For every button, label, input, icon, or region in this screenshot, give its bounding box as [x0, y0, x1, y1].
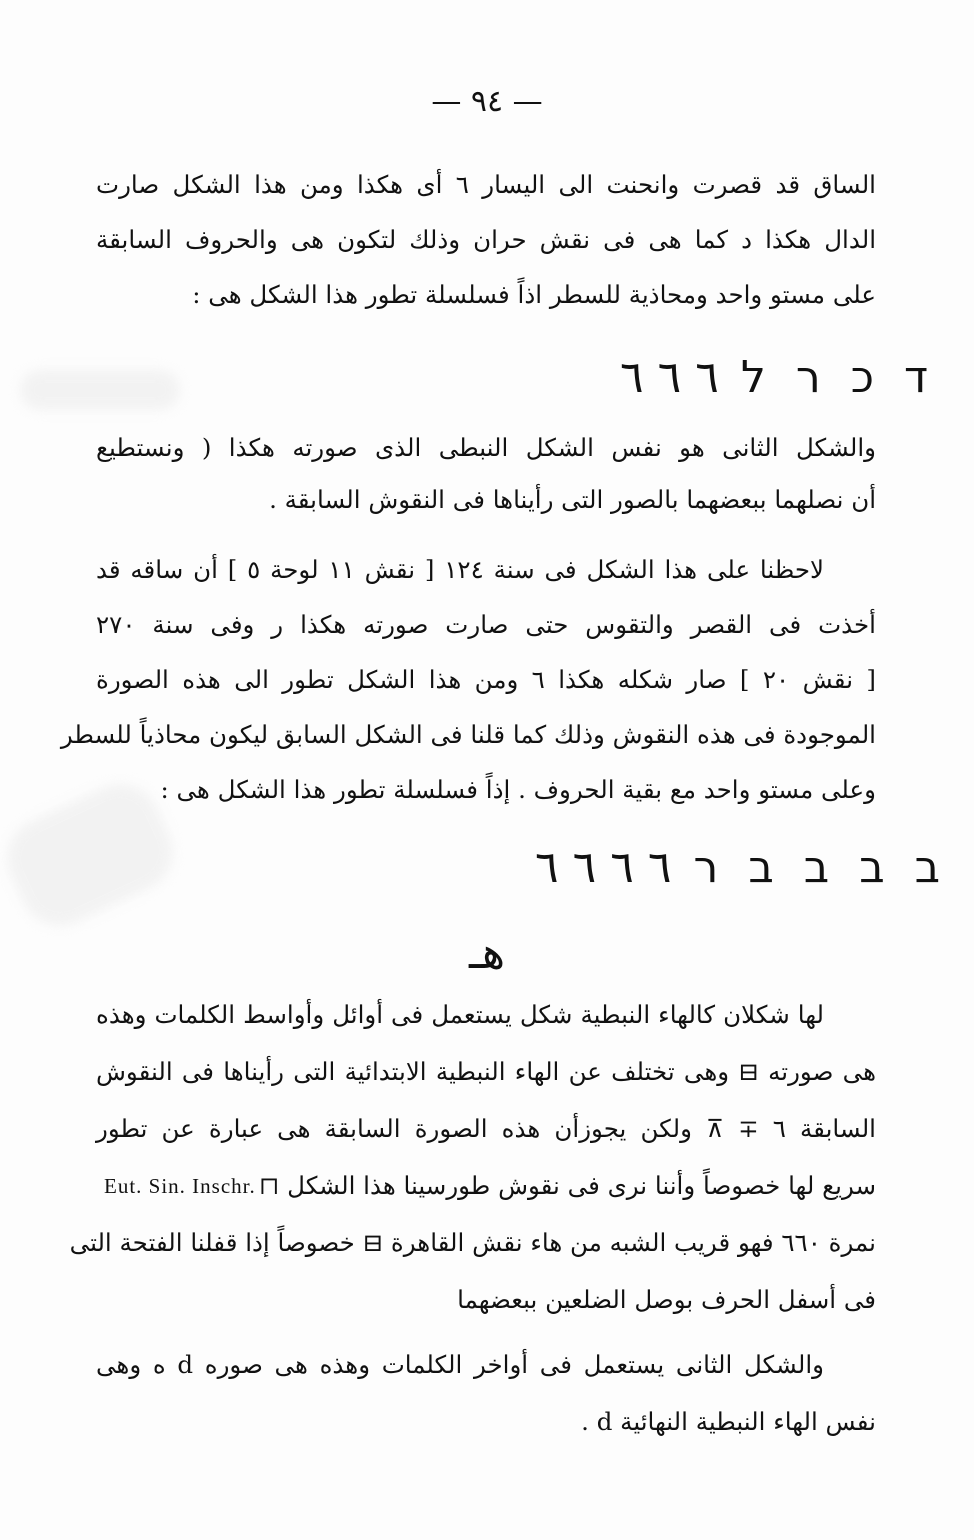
paragraph1-line-3: على مستو واحد ومحاذية للسطر اذاً فسلسلة تطور هذا الشكل هى : — [192, 280, 876, 309]
paragraph4-line-2: هى صورته ⊟ وهى تختلف عن الهاء النبطية الابتدائية التى رأيناها فى النقوش — [96, 1057, 876, 1086]
paragraph3-line-5: وعلى مستو واحد مع بقية الحروف . إذاً فسلسلة تطور هذا الشكل هى : — [160, 775, 876, 804]
glyph-series-1: ד כ ר ל ٦ ٦ ٦ — [620, 352, 936, 403]
paragraph3-line-4: الموجودة فى هذه النقوش وذلك كما قلنا فى الشكل السابق ليكون محاذياً للسطر — [60, 720, 876, 749]
paragraph4-line-3: السابقة ٦ ∓ ⊼ ولكن يجوزأن هذه الصورة السابقة هى عبارة عن تطور — [96, 1114, 876, 1143]
paragraph3-line-2: أخذت فى القصر والتقوس حتى صارت صورته هكذا ر وفى سنة ٢٧٠ — [96, 610, 876, 639]
paragraph4-line-4: سريع لها خصوصاً وأننا نرى فى نقوش طورسينا هذا الشكل ⊓ — [258, 1171, 876, 1200]
paragraph5-line-2: نفس الهاء النبطية النهائية d . — [581, 1407, 876, 1436]
page-number: — ٩٤ — — [431, 84, 543, 119]
scan-smudge — [20, 370, 180, 410]
section-letter: هـ — [468, 928, 506, 979]
paragraph1-line-2: الدال هكذا د كما هى فى نقش حران وذلك لتكون هى والحروف السابقة — [96, 225, 876, 254]
glyph-series-2: ב ב ב ב ר ٦ ٦ ٦ ٦ — [535, 842, 949, 893]
paragraph2-line-1: والشكل الثانى هو نفس الشكل النبطى الذى صورته هكذا ( ونستطيع — [96, 433, 876, 462]
paragraph2-line-2: أن نصلهما ببعضهما بالصور التى رأيناها فى النقوش السابقة . — [269, 485, 876, 514]
paragraph4-line-1: لها شكلان كالهاء النبطية شكل يستعمل فى أوائل وأواسط الكلمات وهذه — [96, 1000, 824, 1029]
paragraph5-line-1: والشكل الثانى يستعمل فى أواخر الكلمات وهذه هى صوره d ه وهى — [96, 1350, 824, 1379]
paragraph1-line-1: الساق قد قصرت وانحنت الى اليسار ٦ أى هكذا ومن هذا الشكل صارت — [96, 170, 876, 199]
paragraph3-line-1: لاحظنا على هذا الشكل فى سنة ١٢٤ [ نقش ١١ لوحة ٥ ] أن ساقه قد — [96, 555, 825, 584]
paragraph4-line-6: فى أسفل الحرف بوصل الضلعين ببعضهما — [457, 1285, 876, 1314]
paragraph3-line-3: [ نقش ٢٠ ] صار شكله هكذا ٦ ومن هذا الشكل تطور الى هذه الصورة — [96, 665, 876, 694]
paragraph4-line-5: نمرة ٦٦٠ فهو قريب الشبه من هاء نقش القاهرة ⊟ خصوصاً إذا قفلنا الفتحة التى — [69, 1228, 876, 1257]
latin-reference: Eut. Sin. Inschr. — [104, 1174, 256, 1198]
